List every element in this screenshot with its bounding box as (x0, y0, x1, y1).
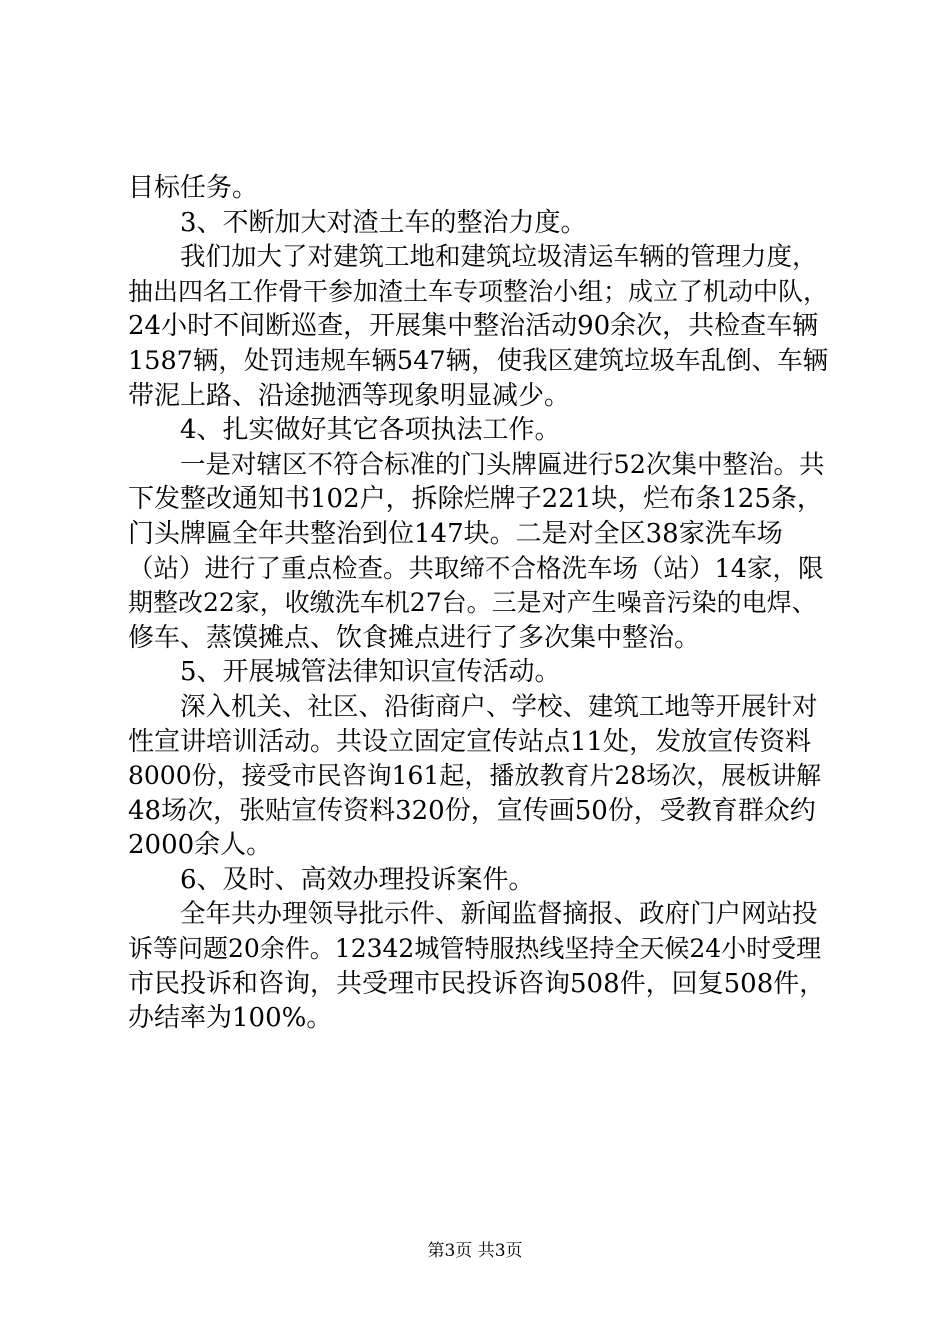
text-line: 性宣讲培训活动。共设立固定宣传站点11处，发放宣传资料 (128, 726, 812, 757)
text-line: 1587辆，处罚违规车辆547辆，使我区建筑垃圾车乱倒、车辆 (128, 345, 829, 376)
text-line: 期整改22家，收缴洗车机27台。三是对产生噪音污染的电焊、 (128, 588, 817, 618)
text-line: 办结率为100%。 (128, 1003, 333, 1034)
text-line: 带泥上路、沿途抛洒等现象明显减少。 (128, 380, 571, 411)
section-heading: 6、及时、高效办理投诉案件。 (180, 864, 535, 895)
text-line: 2000余人。 (128, 830, 273, 861)
section-heading: 3、不断加大对渣土车的整治力度。 (180, 207, 587, 238)
text-line: 门头牌匾全年共整治到位147块。二是对全区38家洗车场 (128, 518, 783, 549)
section-heading: 4、扎实做好其它各项执法工作。 (180, 415, 561, 446)
text-line: 48场次，张贴宣传资料320份，宣传画50份，受教育群众约 (128, 795, 816, 826)
text-line: 抽出四名工作骨干参加渣土车专项整治小组；成立了机动中队， (128, 276, 829, 306)
text-line: （站）进行了重点检查。共取缔不合格洗车场（站）14家，限 (128, 553, 824, 584)
text-line: 诉等问题20余件。12342城管特服热线坚持全天候24小时受理 (128, 934, 822, 964)
text-line: 深入机关、社区、沿街商户、学校、建筑工地等开展针对 (180, 691, 818, 722)
text-line: 24小时不间断巡查，开展集中整治活动90余次，共检查车辆 (128, 311, 819, 342)
text-line: 市民投诉和咨询，共受理市民投诉咨询508件，回复508件， (128, 968, 826, 999)
text-line: 8000份，接受市民咨询161起，播放教育片28场次，展板讲解 (128, 761, 822, 791)
text-line: 一是对辖区不符合标准的门头牌匾进行52次集中整治。共 (180, 449, 825, 480)
text-line: 修车、蒸馍摊点、饮食摊点进行了多次集中整治。 (128, 622, 701, 653)
text-line: 目标任务。 (128, 173, 259, 203)
page-footer (0, 1240, 950, 1262)
document-body (128, 171, 828, 1036)
section-heading: 5、开展城管法律知识宣传活动。 (180, 657, 561, 688)
text-line: 我们加大了对建筑工地和建筑垃圾清运车辆的管理力度， (180, 242, 818, 273)
page-number: 第3页 共3页 (427, 1241, 523, 1261)
text-line: 全年共办理领导批示件、新闻监督摘报、政府门户网站投 (180, 899, 818, 930)
text-line: 下发整改通知书102户，拆除烂牌子221块，烂布条125条， (128, 484, 823, 515)
